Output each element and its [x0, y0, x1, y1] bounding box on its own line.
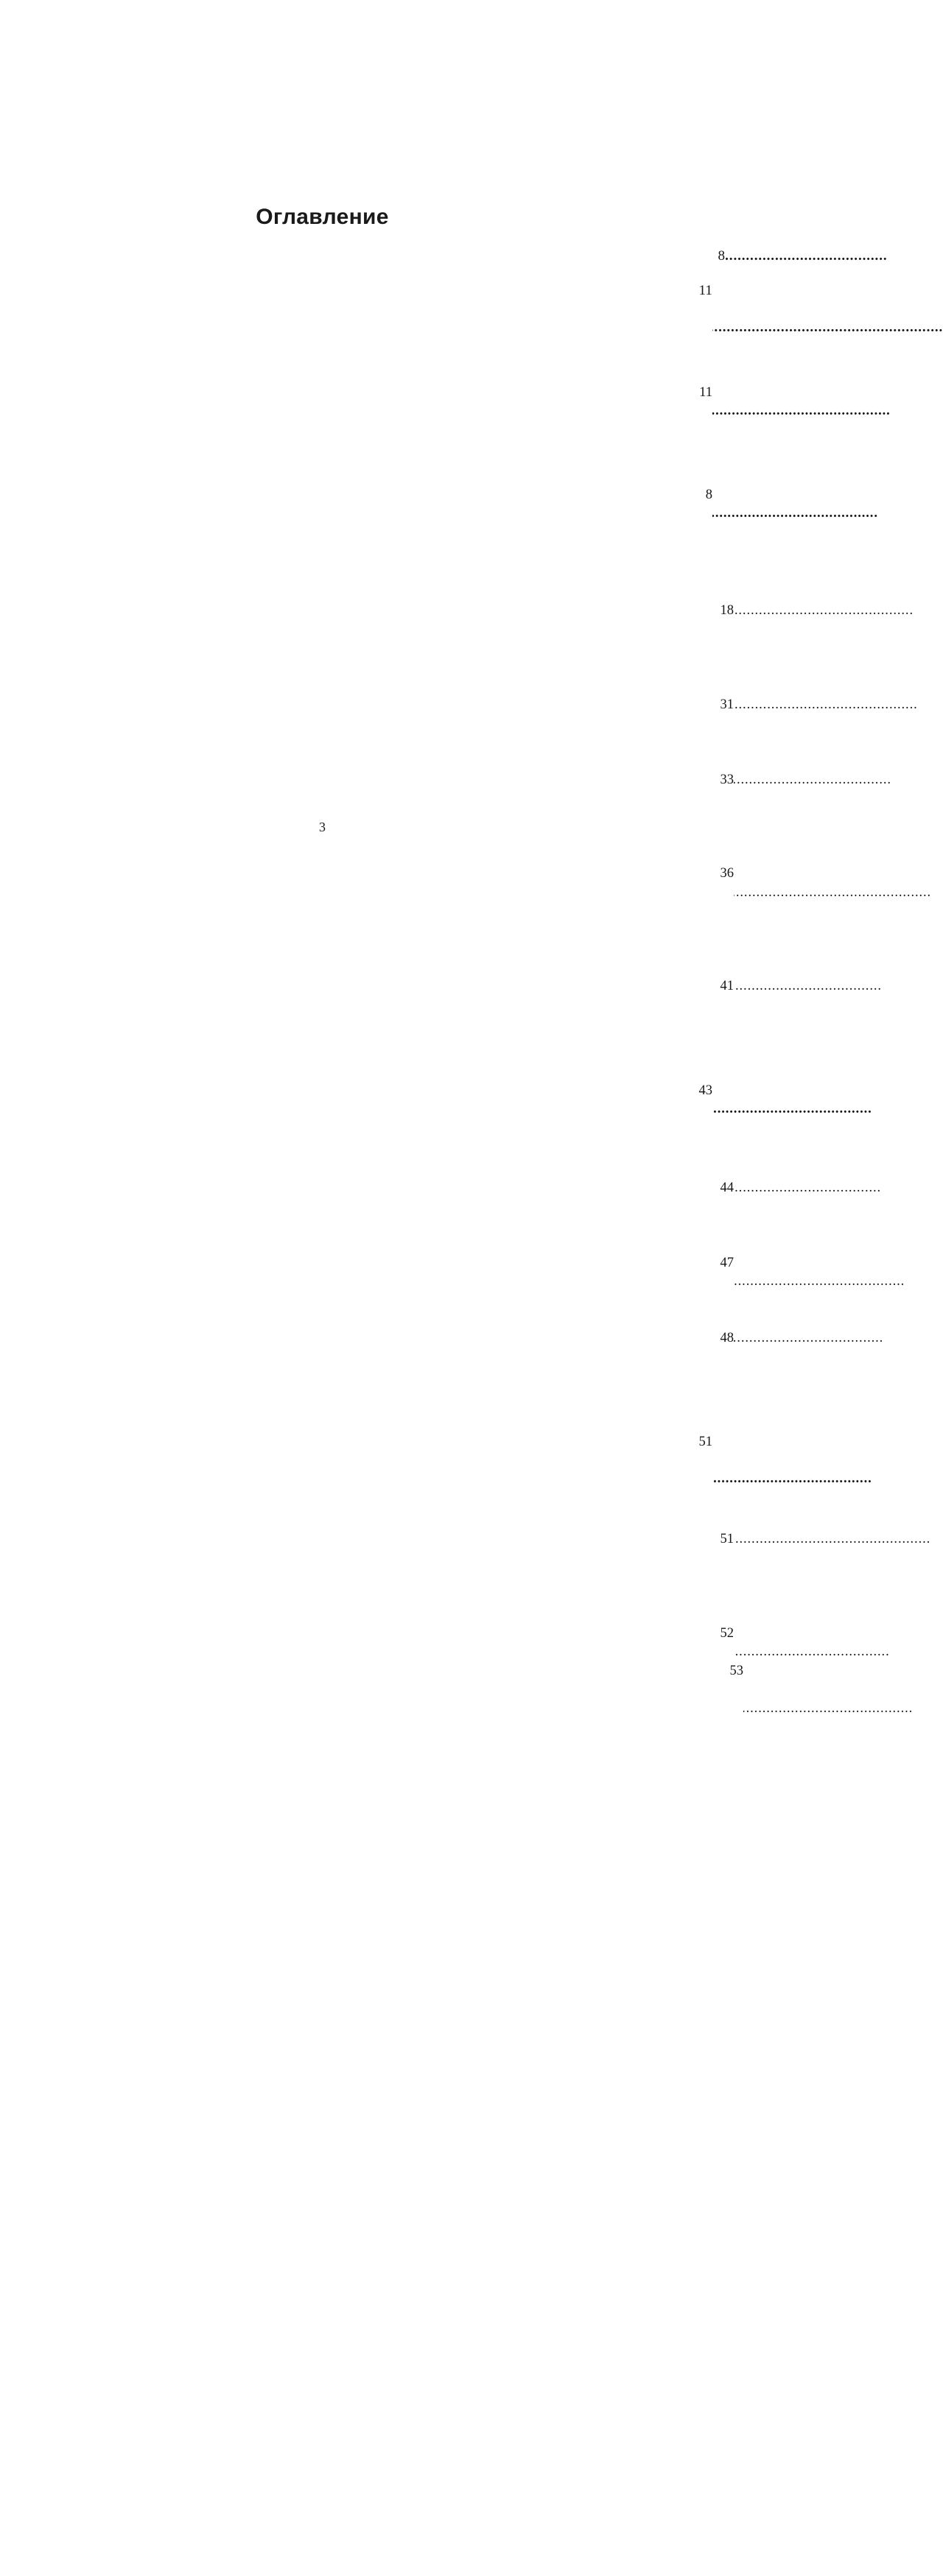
toc-entry-page-number: 53 [97, 1662, 743, 2576]
toc-entry-ch-2[interactable] [66, 486, 712, 597]
toc-entry-sec-4-1[interactable] [88, 1530, 734, 1625]
toc-entry-page-number: 11 [66, 281, 712, 1195]
toc-entry-row [66, 1435, 712, 1525]
toc-entry-row [66, 488, 712, 597]
toc-entry-sec-2-4[interactable] [88, 865, 734, 977]
page-number: 3 [319, 820, 326, 834]
toc-entry-sec-3-2[interactable] [88, 1254, 734, 1329]
toc-entry-page-number: 51 [88, 1530, 734, 2444]
toc-entry-row [88, 602, 734, 696]
toc-entry-row [66, 283, 712, 373]
toc-entry-ch-1[interactable] [66, 384, 712, 476]
toc-entry-sec-4-2-1[interactable] [97, 1662, 743, 1719]
toc-entry-row [131, 1663, 743, 1719]
toc-entry-row [116, 1625, 734, 1662]
toc-entry-page-number: 18 [88, 602, 734, 1516]
toc-entry-sec-2-2[interactable] [88, 696, 734, 771]
toc-entry-row [88, 977, 734, 1071]
toc-entry-row [88, 771, 734, 865]
toc-entry-page-number: 11 [66, 384, 712, 1298]
toc-entry-page-number: 36 [88, 865, 734, 1778]
toc-entry-page-number: 8 [79, 246, 725, 1160]
toc-entry-page-number: 33 [88, 771, 734, 1685]
toc-entry-page-number: 48 [88, 1329, 734, 2243]
toc-entry-page-number: 8 [66, 486, 712, 1400]
table-of-contents [66, 246, 743, 1718]
toc-entry-row [116, 866, 734, 978]
toc-entry-row [66, 1083, 712, 1174]
toc-entry-page-number: 52 [88, 1625, 734, 2538]
toc-entry-page-number: 47 [88, 1254, 734, 2168]
toc-entry-vvedenie[interactable] [79, 246, 725, 267]
page-title: Оглавление [256, 205, 389, 230]
toc-entry-part-nauchnoe-obosnovanie[interactable] [66, 281, 712, 373]
toc-entry-sec-4-2[interactable] [88, 1625, 734, 1662]
toc-entry-page-number: 31 [88, 696, 734, 1610]
toc-entry-row [88, 1329, 734, 1424]
toc-entry-ch-4[interactable] [66, 1433, 712, 1525]
toc-entry-sec-3-1[interactable] [88, 1179, 734, 1254]
toc-entry-page-number: 44 [88, 1179, 734, 2093]
toc-entry-sec-2-3[interactable] [88, 771, 734, 865]
toc-entry-page-number: 51 [66, 1433, 712, 2347]
toc-entry-row [116, 1255, 734, 1329]
toc-entry-sec-3-3[interactable] [88, 1329, 734, 1424]
toc-entry-sec-2-1[interactable] [88, 602, 734, 696]
toc-entry-sec-2-5[interactable] [88, 977, 734, 1071]
toc-entry-row [88, 1179, 734, 1254]
toc-entry-row [66, 385, 712, 476]
toc-entry-row [88, 1530, 734, 1625]
toc-entry-page-number: 43 [66, 1082, 712, 1996]
toc-entry-row [88, 696, 734, 771]
toc-entry-ch-3[interactable] [66, 1082, 712, 1174]
toc-entry-row [79, 246, 725, 267]
toc-entry-page-number: 41 [88, 977, 734, 1891]
